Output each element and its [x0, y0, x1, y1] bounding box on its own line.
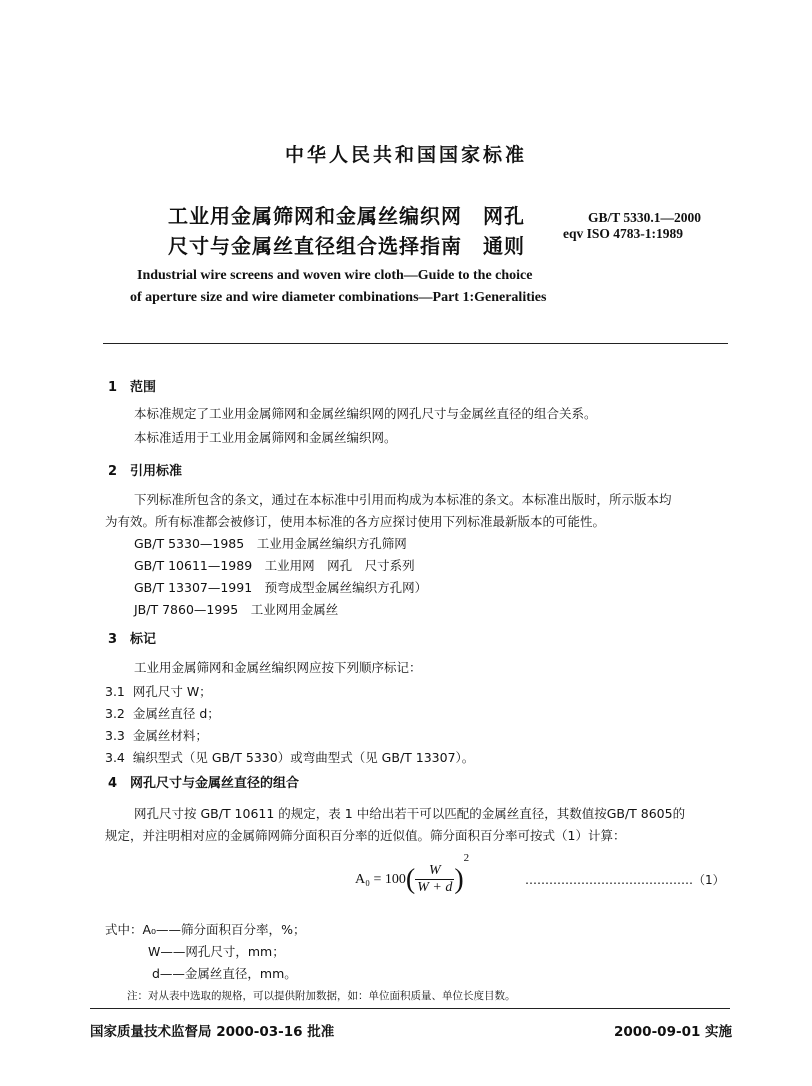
note: 注：对从表中选取的规格，可以提供附加数据，如：单位面积质量、单位长度目数。: [127, 990, 516, 1002]
reference-item: JB/T 7860—1995 工业网用金属丝: [134, 602, 339, 617]
section-2-para-line1: 下列标准所包含的条文，通过在本标准中引用而构成为本标准的条文。本标准出版时，所示版本均: [134, 492, 672, 507]
approval-date: 国家质量技术监督局 2000-03-16 批准: [90, 1024, 335, 1040]
marking-item-number: 3.4: [105, 750, 125, 765]
section-1-para-2: 本标准适用于工业用金属筛网和金属丝编织网。: [134, 430, 397, 445]
formula-right-paren: ): [454, 863, 464, 895]
formula: [355, 852, 469, 896]
marking-item-text: 金属丝材料；: [132, 728, 208, 743]
marking-item: [105, 704, 220, 722]
section-3-intro: 工业用金属筛网和金属丝编织网应按下列顺序标记：: [134, 660, 422, 675]
reference-item: GB/T 13307—1991 预弯成型金属丝编织方孔网）: [134, 580, 428, 595]
marking-item: [105, 682, 212, 700]
formula-numerator: W: [415, 863, 454, 880]
section-2-para-line2: 为有效。所有标准都会被修订，使用本标准的各方应探讨使用下列标准最新版本的可能性。: [105, 514, 606, 529]
section-1-para-1: 本标准规定了工业用金属筛网和金属丝编织网的网孔尺寸与金属丝直径的组合关系。: [134, 406, 597, 421]
equivalent-standard: eqv ISO 4783-1:1989: [563, 226, 684, 241]
formula-denominator: W + d: [417, 880, 453, 896]
where-line-1: 式中：A₀——筛分面积百分率，%；: [105, 922, 306, 937]
title-cn-line1: 工业用金属筛网和金属丝编织网 网孔: [168, 204, 525, 228]
standard-code: GB/T 5330.1—2000: [588, 210, 702, 225]
where-line-2: W——网孔尺寸，mm；: [148, 944, 285, 959]
reference-item: GB/T 10611—1989 工业用网 网孔 尺寸系列: [134, 558, 415, 573]
standard-header: 中华人民共和国国家标准: [284, 144, 527, 166]
section-2-heading: 2 引用标准: [108, 464, 183, 479]
marking-item-text: 金属丝直径 d；: [132, 706, 220, 721]
formula-lhs: A₀ = 100: [355, 871, 406, 887]
marking-item-text: 编织型式（见 GB/T 5330）或弯曲型式（见 GB/T 13307）。: [132, 750, 475, 765]
marking-item-number: 3.3: [105, 728, 125, 743]
section-4-para-line2: 规定，并注明相对应的金属筛网筛分面积百分率的近似值。筛分面积百分率可按式（1）计算：: [105, 828, 626, 843]
title-en-line1: Industrial wire screens and woven wire cloth—Guide to the choice: [137, 268, 533, 283]
title-cn-line2: 尺寸与金属丝直径组合选择指南 通则: [168, 234, 525, 258]
marking-item-number: 3.1: [105, 684, 125, 699]
reference-item: GB/T 5330—1985 工业用金属丝编织方孔筛网: [134, 536, 407, 551]
section-4-para-line1: 网孔尺寸按 GB/T 10611 的规定，表 1 中给出若干可以匹配的金属丝直径，其数值按GB/T 8605的: [134, 806, 686, 821]
marking-item: [105, 726, 208, 744]
formula-number: ……………………………………（1）: [525, 873, 725, 887]
formula-exponent: 2: [463, 852, 470, 864]
formula-left-paren: (: [405, 863, 416, 895]
section-1-heading: 1 范围: [108, 380, 157, 395]
where-line-3: d——金属丝直径，mm。: [152, 966, 297, 981]
formula-fraction: [415, 863, 454, 896]
implementation-date: 2000-09-01 实施: [614, 1024, 733, 1040]
footer-rule: [90, 1008, 730, 1009]
marking-item-text: 网孔尺寸 W；: [132, 684, 212, 699]
section-3-heading: 3 标记: [108, 632, 157, 647]
marking-item-number: 3.2: [105, 706, 125, 721]
header-rule: [103, 343, 728, 344]
title-en-line2: of aperture size and wire diameter combinations—Part 1:Generalities: [130, 290, 547, 305]
section-4-heading: 4 网孔尺寸与金属丝直径的组合: [108, 776, 300, 791]
marking-item: [105, 748, 474, 766]
